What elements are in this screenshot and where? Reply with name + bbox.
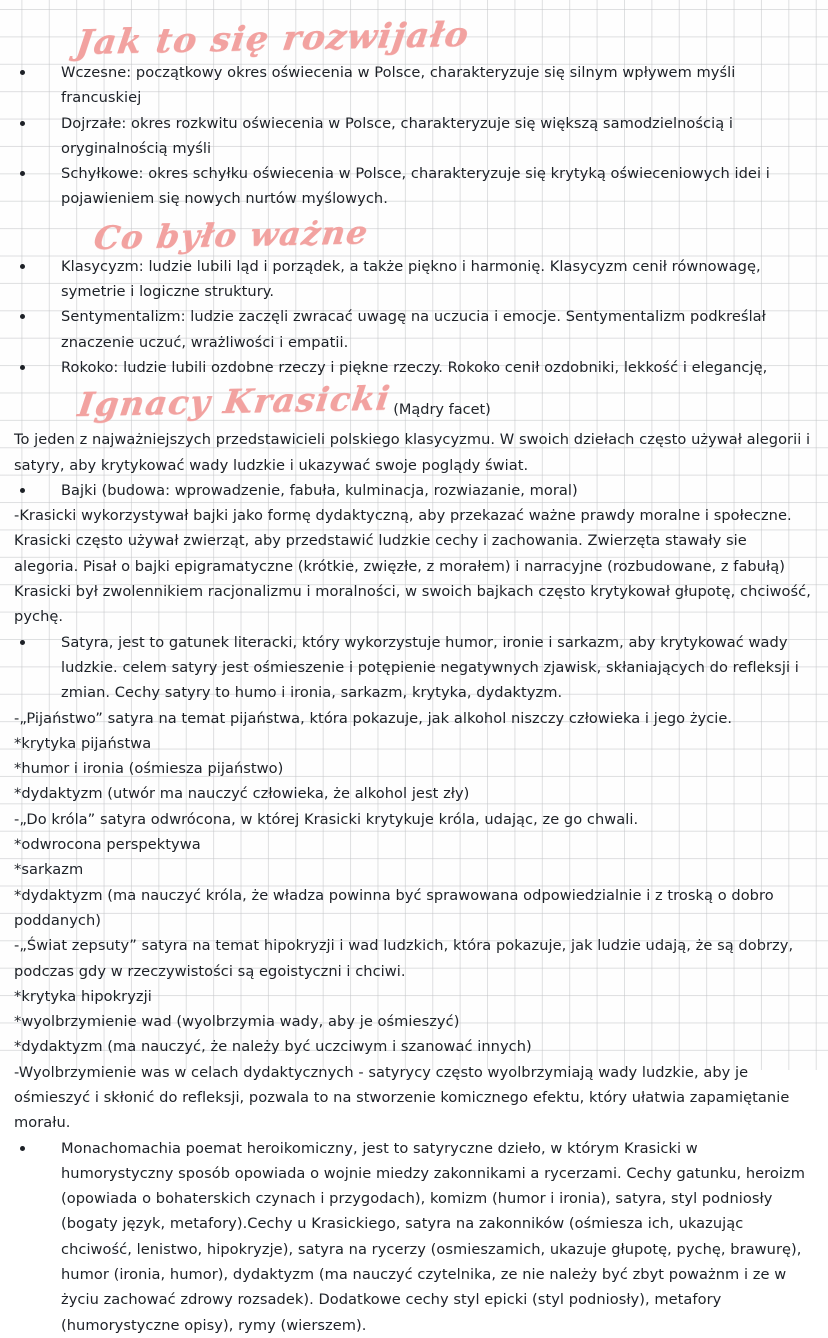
bullet-list-wazne xyxy=(14,254,814,380)
heading-co-bylo-wazne: Co było ważne xyxy=(91,213,371,257)
krasicki-intro-paragraph: To jeden z najważniejszych przedstawicieli polskiego klasycyzmu. W swoich dziełach często używał alegorii i satyry, aby krytykować wady ludzkie i ukazywać swoje poglądy świat. xyxy=(14,431,811,474)
list-item-text: Sentymentalizm: ludzie zaczęli zwracać uwagę na uczucia i emocje. Sentymentalizm podkreślał znaczenie uczuć, wrażliwości i empatii. xyxy=(61,308,766,351)
list-item-text: Satyra, jest to gatunek literacki, który wykorzystuje humor, ironie i sarkazm, aby krytykować wady ludzkie. celem satyry jest ośmieszenie i potępienie negatywnych zjawisk, skłaniających do refleksji i zmian. Cechy satyry to humo i ironia, sarkazm, krytyka, dydaktyzm. xyxy=(61,633,799,702)
section-heading-row-1 xyxy=(14,0,814,63)
work-feature: *humor i ironia (ośmiesza pijaństwo) xyxy=(14,760,284,778)
list-item xyxy=(14,1136,814,1338)
list-item xyxy=(14,478,814,503)
work-feature: *odwrocona perspektywa xyxy=(14,836,201,854)
work-feature: *dydaktyzm (ma nauczyć, że należy być uczciwym i szanować innych) xyxy=(14,1038,532,1056)
heading-ignacy-krasicki: Ignacy Krasicki xyxy=(75,378,394,425)
work-feature: *dydaktyzm (utwór ma nauczyć człowieka, że alkohol jest zły) xyxy=(14,785,470,803)
wyolbrzymienie-note: -Wyolbrzymienie was w celach dydaktycznych - satyrycy często wyolbrzymiają wady ludzkie, aby je ośmieszyć i skłonić do refleksji, pozwala to na stworzenie komicznego efektu, który ułatwia zapamiętanie morału. xyxy=(14,1063,790,1132)
list-item xyxy=(14,254,814,305)
list-item xyxy=(14,161,814,212)
bullet-list-rozwoj xyxy=(14,60,814,212)
section-heading-row-3 xyxy=(14,378,814,425)
work-intro-pijanstwo: -„Pijaństwo” satyra na temat pijaństwa, która pokazuje, jak alkohol niszczy człowieka i jego życie. xyxy=(14,709,733,727)
list-item-text: Dojrzałe: okres rozkwitu oświecenia w Polsce, charakteryzuje się większą samodzielnością i oryginalnością myśli xyxy=(61,114,733,157)
list-item-text: Bajki (budowa: wprowadzenie, fabuła, kulminacja, rozwiazanie, moral) xyxy=(61,481,578,499)
list-item xyxy=(14,111,814,162)
section-heading-row-2 xyxy=(14,212,814,257)
work-feature: *krytyka pijaństwa xyxy=(14,734,152,752)
work-intro-do-krola: -„Do króla” satyra odwrócona, w której Krasicki krytykuje króla, udając, ze go chwali. xyxy=(14,810,639,828)
list-item xyxy=(14,630,814,706)
list-item-text: Rokoko: ludzie lubili ozdobne rzeczy i piękne rzeczy. Rokoko cenił ozdobniki, lekkość i elegancję, xyxy=(61,358,768,376)
heading-suffix-madry-facet: (Mądry facet) xyxy=(393,402,491,419)
bullet-list-bajki xyxy=(14,478,814,503)
list-item xyxy=(14,304,814,355)
list-item-text: Wczesne: początkowy okres oświecenia w Polsce, charakteryzuje się silnym wpływem myśli francuskiej xyxy=(61,64,736,107)
list-item xyxy=(14,355,814,380)
work-feature: *dydaktyzm (ma nauczyć króla, że władza powinna być sprawowana odpowiedzialnie i z troską o dobro poddanych) xyxy=(14,886,774,929)
bajki-description: -Krasicki wykorzystywał bajki jako formę dydaktyczną, aby przekazać ważne prawdy moralne i społeczne. Krasicki często używał zwierząt, aby przedstawić ludzkie cechy i zachowania. Zwierzęta stawały sie alegoria. Pisał o bajki epigramatyczne (krótkie, zwięzłe, z morałem) i narracyjne (rozbudowane, z fabułą) Krasicki był zwolennikiem racjonalizmu i moralności, w swoich bajkach często krytykował głupotę, chciwość, pychę. xyxy=(14,507,811,626)
work-intro-swiat-zepsuty: -„Świat zepsuty” satyra na temat hipokryzji i wad ludzkich, która pokazuje, jak ludzie udają, że są dobrzy, podczas gdy w rzeczywistości są egoistyczni i chciwi. xyxy=(14,937,794,980)
list-item-text: Klasycyzm: ludzie lubili ląd i porządek, a także piękno i harmonię. Klasycyzm cenił równowagę, symetrie i logiczne struktury. xyxy=(61,257,761,301)
heading-jak-to-sie-rozwijalo: Jak to się rozwijało xyxy=(73,14,472,63)
work-feature: *sarkazm xyxy=(14,861,84,879)
list-item-text: Monachomachia poemat heroikomiczny, jest to satyryczne dzieło, w którym Krasicki w humorystyczny sposób opowiada o wojnie miedzy zakonnikami a rycerzami. Cechy gatunku, heroizm (opowiada o bohaterskich czynach i przygodach), komizm (humor i ironia), satyra, styl podniosły (bogaty język, metafory).Cechy u Krasickiego, satyra na zakonników (ośmiesza ich, ukazując chciwość, lenistwo, hipokryzje), satyra na rycerzy (osmieszamich, ukazuje głupotę, pychę, brawurę), humor (ironia, humor), dydaktyzm (ma nauczyć czytelnika, ze nie należy być zbyt poważnm i ze w życiu zachować zdrowy rozsadek). Dodatkowe cechy styl epicki (styl podniosły), metafory (humorystyczne opisy), rymy (wierszem). xyxy=(61,1139,805,1334)
work-feature: *wyolbrzymienie wad (wyolbrzymia wady, aby je ośmieszyć) xyxy=(14,1013,460,1031)
bullet-list-monachomachia xyxy=(14,1136,814,1338)
bullet-list-satyra xyxy=(14,630,814,706)
list-item-text: Schyłkowe: okres schyłku oświecenia w Polsce, charakteryzuje się krytyką oświeceniowych idei i pojawieniem się nowych nurtów myślowych. xyxy=(61,165,770,208)
list-item xyxy=(14,60,814,111)
work-feature: *krytyka hipokryzji xyxy=(14,987,152,1005)
